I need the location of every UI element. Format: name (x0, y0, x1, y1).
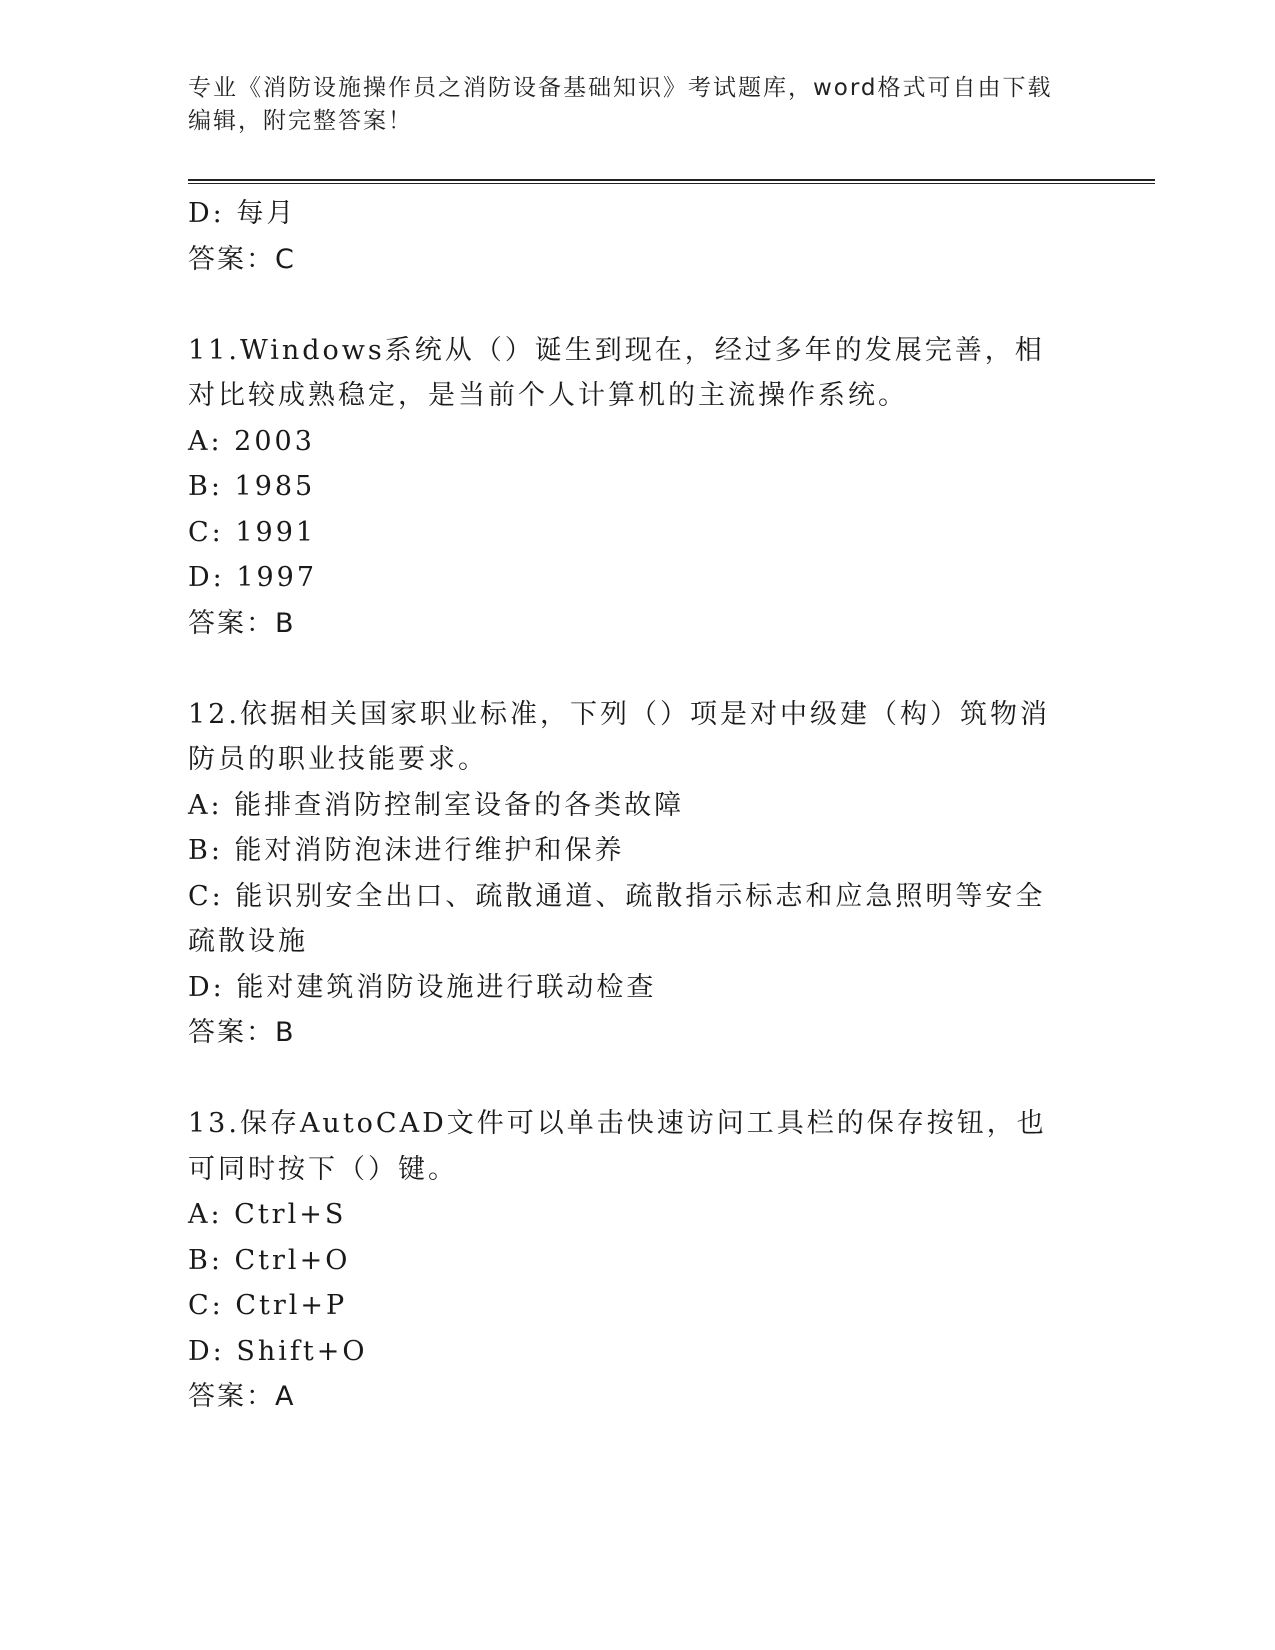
answer: 答案：B (188, 607, 296, 639)
option-d: D: Shift+O (188, 1335, 368, 1367)
option-c: C: 1991 (188, 516, 317, 548)
answer: 答案：B (188, 1017, 296, 1048)
question-stem: 13.保存AutoCAD文件可以单击快速访问工具栏的保存按钮，也可同时按下（）键。 (188, 1108, 1047, 1185)
answer: 答案：C (188, 243, 296, 275)
question-list (188, 191, 1088, 1420)
option-b: B: Ctrl+O (188, 1244, 351, 1276)
question-stem: 11.Windows系统从（）诞生到现在，经过多年的发展完善，相对比较成熟稳定，是当前个人计算机的主流操作系统。 (188, 334, 1045, 411)
option-d: D: 1997 (188, 562, 318, 593)
option-c: C: Ctrl+P (188, 1290, 348, 1321)
option-d: D: 能对建筑消防设施进行联动检查 (188, 971, 657, 1003)
header-divider-thin (188, 183, 1155, 184)
document-header: 专业《消防设施操作员之消防设备基础知识》考试题库，word格式可自由下载编辑，附完整答案！ (188, 75, 1053, 134)
option-d: D: 每月 (188, 198, 297, 229)
question-12 (188, 692, 1088, 1056)
option-a: A: Ctrl+S (188, 1199, 347, 1230)
question-13 (188, 1101, 1088, 1420)
option-c: C: 能识别安全出口、疏散通道、疏散指示标志和应急照明等安全疏散设施 (188, 880, 1046, 957)
option-b: B: 能对消防泡沫进行维护和保养 (188, 835, 625, 866)
option-a: A: 能排查消防控制室设备的各类故障 (188, 789, 685, 821)
header-divider-thick (188, 179, 1155, 181)
option-b: B: 1985 (188, 471, 316, 502)
option-a: A: 2003 (188, 425, 315, 457)
question-11 (188, 328, 1088, 647)
question-stem: 12.依据相关国家职业标准，下列（）项是对中级建（构）筑物消防员的职业技能要求。 (188, 698, 1050, 775)
answer: 答案：A (188, 1381, 296, 1412)
